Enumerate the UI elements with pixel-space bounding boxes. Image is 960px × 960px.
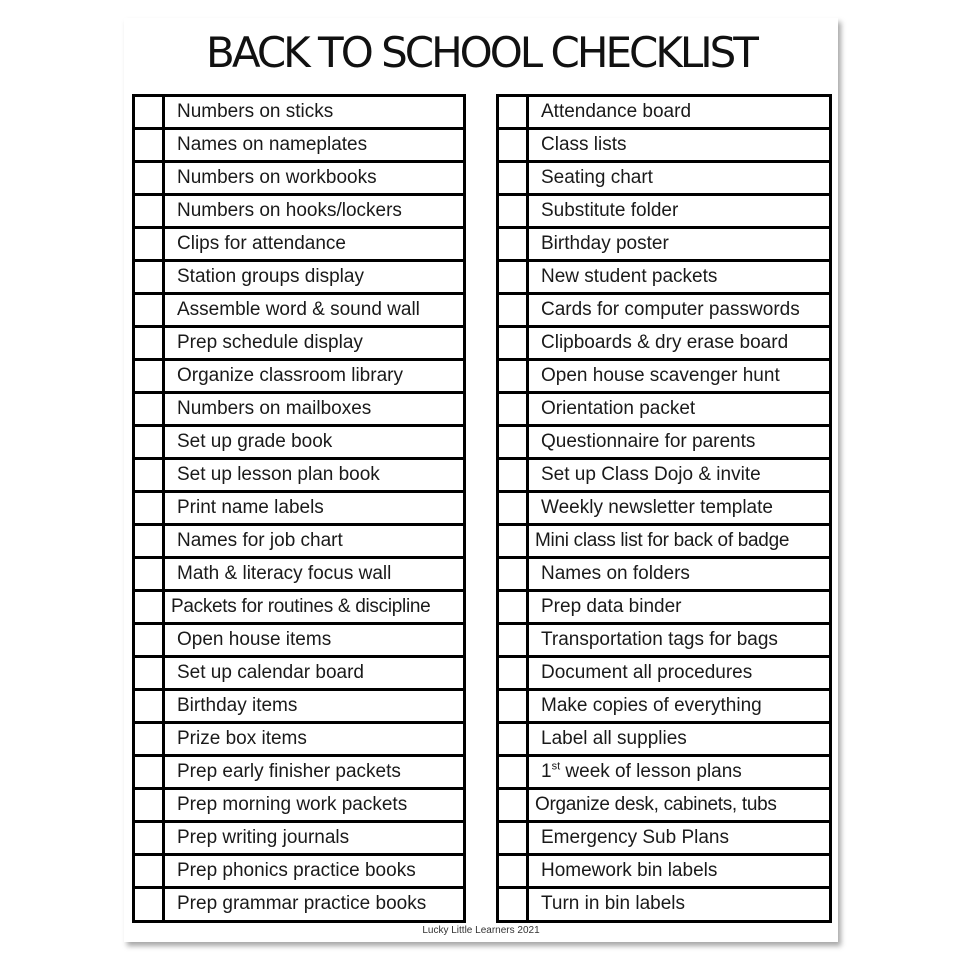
- checklist-item-label: Document all procedures: [541, 662, 753, 683]
- checklist-item-label: Prep morning work packets: [177, 794, 408, 815]
- checkbox[interactable]: [135, 823, 165, 853]
- checklist-item: [135, 526, 463, 559]
- checklist-item: [499, 526, 829, 559]
- checklist-item-label: Assemble word & sound wall: [177, 299, 420, 320]
- checkbox[interactable]: [499, 889, 529, 920]
- checkbox[interactable]: [499, 625, 529, 655]
- checkbox[interactable]: [135, 790, 165, 820]
- checkbox[interactable]: [499, 163, 529, 193]
- checklist-item-label: Clipboards & dry erase board: [541, 332, 789, 353]
- checkbox[interactable]: [135, 163, 165, 193]
- checklist-item-label: Organize classroom library: [177, 365, 403, 386]
- checklist-item: [135, 559, 463, 592]
- checklist-item: [499, 493, 829, 526]
- checklist-item-label: Set up calendar board: [177, 662, 364, 683]
- checklist-item-label: New student packets: [541, 266, 718, 287]
- checklist-item: [135, 889, 463, 920]
- checklist-item-label: Weekly newsletter template: [541, 497, 773, 518]
- checklist-item-label: Homework bin labels: [541, 860, 718, 881]
- checkbox[interactable]: [135, 757, 165, 787]
- checklist-item: [499, 427, 829, 460]
- footer-credit: Lucky Little Learners 2021: [422, 925, 540, 936]
- checklist-item: [135, 592, 463, 625]
- checklist-item-label: Station groups display: [177, 266, 364, 287]
- checkbox[interactable]: [135, 196, 165, 226]
- checklist-item-label: Open house items: [177, 629, 332, 650]
- checkbox[interactable]: [499, 196, 529, 226]
- checklist-item: [499, 625, 829, 658]
- checkbox[interactable]: [135, 97, 165, 127]
- checkbox[interactable]: [499, 757, 529, 787]
- checkbox[interactable]: [135, 658, 165, 688]
- checklist-item-label: Names on folders: [541, 563, 690, 584]
- checklist-sheet: [124, 18, 838, 942]
- checklist-item-label: Make copies of everything: [541, 695, 762, 716]
- checkbox[interactable]: [499, 493, 529, 523]
- checklist-item: [499, 163, 829, 196]
- checkbox[interactable]: [135, 856, 165, 886]
- checklist-item: [135, 856, 463, 889]
- checklist-item: [499, 361, 829, 394]
- checklist-item-label: Prep schedule display: [177, 332, 363, 353]
- checkbox[interactable]: [499, 427, 529, 457]
- checklist-item-label: Orientation packet: [541, 398, 696, 419]
- checklist-left-column: [132, 94, 466, 923]
- checklist-item-label: Prep grammar practice books: [177, 893, 427, 914]
- checklist-item-label: Numbers on sticks: [177, 101, 334, 122]
- checkbox[interactable]: [499, 295, 529, 325]
- checklist-item: [135, 658, 463, 691]
- checklist-item-label: Organize desk, cabinets, tubs: [535, 794, 777, 815]
- checklist-item: [135, 328, 463, 361]
- checklist-item: [499, 724, 829, 757]
- checklist-item: [499, 856, 829, 889]
- checklist-item-label: Numbers on mailboxes: [177, 398, 372, 419]
- checklist-item: [135, 823, 463, 856]
- checklist-right-column: [496, 94, 832, 923]
- checklist-item-label: Birthday poster: [541, 233, 669, 254]
- checklist-item: [135, 724, 463, 757]
- checklist-item: [499, 592, 829, 625]
- checkbox[interactable]: [499, 592, 529, 622]
- checklist-item: [135, 757, 463, 790]
- checklist-item: [499, 196, 829, 229]
- checklist-item-label: Packets for routines & discipline: [171, 596, 431, 617]
- checklist-item-label: Label all supplies: [541, 728, 687, 749]
- checkbox[interactable]: [135, 493, 165, 523]
- checklist-item-label: Names on nameplates: [177, 134, 368, 155]
- checkbox[interactable]: [499, 328, 529, 358]
- checkbox[interactable]: [499, 856, 529, 886]
- checklist-item-label: Print name labels: [177, 497, 324, 518]
- checklist-item: [499, 97, 829, 130]
- checkbox[interactable]: [499, 790, 529, 820]
- checklist-item-label: Prep early finisher packets: [177, 761, 401, 782]
- checklist-item-label: Seating chart: [541, 167, 653, 188]
- checkbox[interactable]: [499, 130, 529, 160]
- checklist-item-label: Numbers on workbooks: [177, 167, 377, 188]
- checklist-item: [499, 790, 829, 823]
- checkbox[interactable]: [499, 559, 529, 589]
- checkbox[interactable]: [499, 823, 529, 853]
- checkbox[interactable]: [135, 229, 165, 259]
- checklist-item: [135, 262, 463, 295]
- checklist-item-label: Prep writing journals: [177, 827, 350, 848]
- checkbox[interactable]: [499, 262, 529, 292]
- checklist-item-label: Set up lesson plan book: [177, 464, 380, 485]
- checklist-item: [135, 691, 463, 724]
- checklist-item-label: Prep data binder: [541, 596, 682, 617]
- checklist-item: [499, 394, 829, 427]
- checklist-item-label: 1st week of lesson plans: [541, 760, 742, 782]
- checklist-item-label: Attendance board: [541, 101, 692, 122]
- checkbox[interactable]: [135, 724, 165, 754]
- checklist-item-label: Math & literacy focus wall: [177, 563, 392, 584]
- page-title: BACK TO SCHOOL CHECKLIST: [206, 28, 756, 77]
- checkbox[interactable]: [499, 724, 529, 754]
- checklist-item-label: Prep phonics practice books: [177, 860, 416, 881]
- checkbox[interactable]: [135, 295, 165, 325]
- checkbox[interactable]: [499, 526, 529, 556]
- checklist-item-label: Class lists: [541, 134, 627, 155]
- checklist-item-label: Numbers on hooks/lockers: [177, 200, 402, 221]
- checkbox[interactable]: [135, 130, 165, 160]
- checkbox[interactable]: [135, 592, 165, 622]
- checkbox[interactable]: [499, 658, 529, 688]
- checklist-item: [499, 889, 829, 920]
- checklist-item: [499, 295, 829, 328]
- checklist-item: [499, 328, 829, 361]
- checklist-item: [499, 229, 829, 262]
- checklist-item-label: Set up grade book: [177, 431, 333, 452]
- checklist-item-label: Names for job chart: [177, 530, 343, 551]
- checklist-item-label: Birthday items: [177, 695, 298, 716]
- checklist-item: [499, 658, 829, 691]
- checkbox[interactable]: [135, 394, 165, 424]
- checklist-item: [135, 130, 463, 163]
- checklist-item: [135, 625, 463, 658]
- checklist-item: [135, 229, 463, 262]
- checklist-item: [499, 559, 829, 592]
- checklist-item: [135, 97, 463, 130]
- checklist-item: [499, 460, 829, 493]
- checklist-item-label: Emergency Sub Plans: [541, 827, 729, 848]
- checkbox[interactable]: [499, 691, 529, 721]
- checklist-item: [135, 493, 463, 526]
- checklist-item-label: Cards for computer passwords: [541, 299, 800, 320]
- checklist-item-label: Turn in bin labels: [541, 893, 685, 914]
- checklist-item: [499, 757, 829, 790]
- checkbox[interactable]: [135, 262, 165, 292]
- checkbox[interactable]: [499, 394, 529, 424]
- checkbox[interactable]: [135, 691, 165, 721]
- checkbox[interactable]: [135, 889, 165, 920]
- checklist-item: [135, 163, 463, 196]
- checklist-item-label: Substitute folder: [541, 200, 679, 221]
- checklist-item: [499, 691, 829, 724]
- checkbox[interactable]: [135, 559, 165, 589]
- checkbox[interactable]: [135, 361, 165, 391]
- checklist-item-label: Mini class list for back of badge: [535, 530, 790, 551]
- checklist-item: [135, 790, 463, 823]
- checklist-item: [135, 295, 463, 328]
- checklist-item-label: Set up Class Dojo & invite: [541, 464, 761, 485]
- checklist-item-label: Questionnaire for parents: [541, 431, 756, 452]
- checkbox[interactable]: [499, 229, 529, 259]
- checkbox[interactable]: [135, 427, 165, 457]
- checklist-item: [135, 361, 463, 394]
- checklist-item: [135, 394, 463, 427]
- checklist-item-label: Transportation tags for bags: [541, 629, 778, 650]
- checklist-item-label: Open house scavenger hunt: [541, 365, 780, 386]
- checklist-item: [135, 427, 463, 460]
- checklist-item: [135, 196, 463, 229]
- checklist-item: [499, 823, 829, 856]
- checkbox[interactable]: [499, 361, 529, 391]
- checkbox[interactable]: [499, 460, 529, 490]
- checklist-item-label: Clips for attendance: [177, 233, 346, 254]
- checkbox[interactable]: [135, 328, 165, 358]
- checkbox[interactable]: [135, 460, 165, 490]
- checklist-item: [499, 262, 829, 295]
- checkbox[interactable]: [499, 97, 529, 127]
- checklist-item-label: Prize box items: [177, 728, 307, 749]
- checklist-item: [135, 460, 463, 493]
- checkbox[interactable]: [135, 526, 165, 556]
- checkbox[interactable]: [135, 625, 165, 655]
- checklist-item: [499, 130, 829, 163]
